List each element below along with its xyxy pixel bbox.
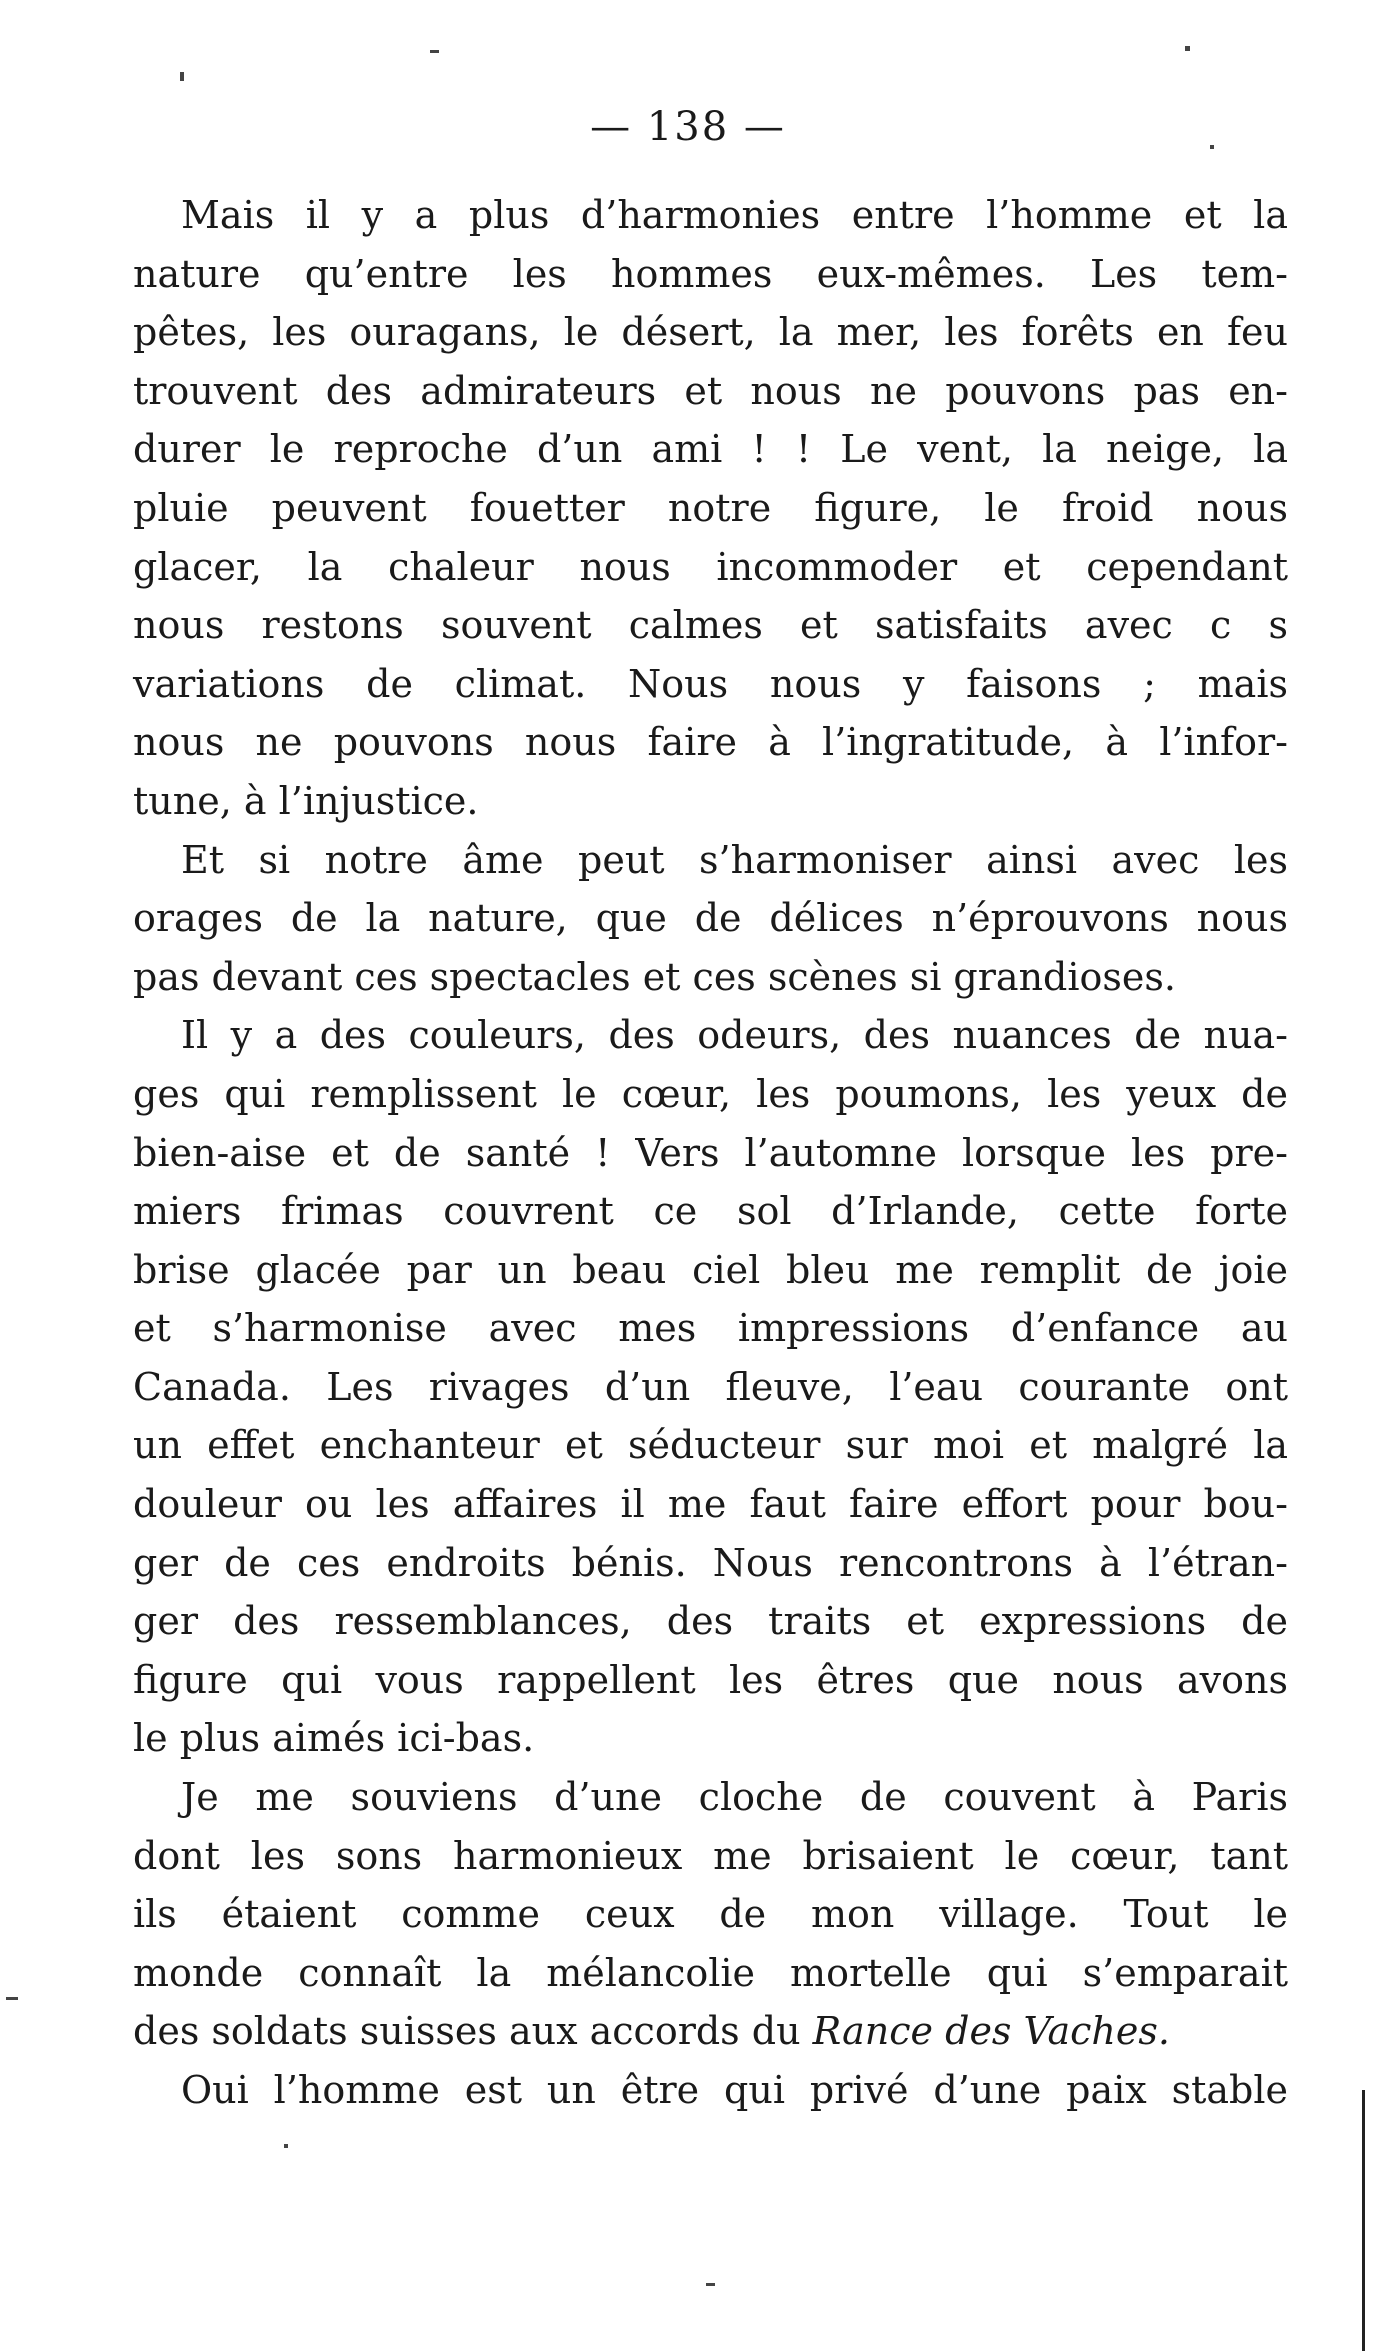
text-line	[133, 948, 1288, 1007]
text-line-content: le plus aimés ici-bas.	[133, 1716, 535, 1761]
text-line-content: glacer, la chaleur nous incommoder et cependant	[133, 544, 1288, 589]
text-line-content: ils étaient comme ceux de mon village. Tout le	[133, 1892, 1288, 1937]
text-line-content: dont les sons harmonieux me brisaient le cœur, tant	[133, 1833, 1288, 1878]
text-line	[133, 303, 1288, 362]
text-line	[133, 1299, 1288, 1358]
text-line	[133, 1416, 1288, 1475]
text-line-content: pas devant ces spectacles et ces scènes si grandioses.	[133, 954, 1176, 999]
scan-speck	[6, 1997, 18, 2000]
page-number: — 138 —	[590, 104, 786, 150]
text-line	[133, 713, 1288, 772]
text-line	[133, 831, 1288, 890]
text-line-content: ges qui remplissent le cœur, les poumons, les yeux de	[133, 1071, 1288, 1116]
text-line-content: Mais il y a plus d’harmonies entre l’homme et la	[181, 193, 1288, 237]
scan-speck	[706, 2283, 715, 2286]
text-line	[133, 1592, 1288, 1651]
text-line	[133, 889, 1288, 948]
text-line	[133, 479, 1288, 538]
text-line-content: nous restons souvent calmes et satisfaits avec c s	[133, 603, 1288, 648]
text-line	[133, 1065, 1288, 1124]
text-line-content: nature qu’entre les hommes eux-mêmes. Les tem-	[133, 251, 1288, 296]
italic-title: Rance des Vaches.	[812, 2009, 1170, 2054]
scan-speck	[284, 2144, 288, 2148]
text-line	[133, 1944, 1288, 2003]
text-line-content: durer le reproche d’un ami ! ! Le vent, la neige, la	[133, 427, 1288, 472]
text-line-content: Et si notre âme peut s’harmoniser ainsi avec les	[181, 837, 1288, 882]
text-line-content: pluie peuvent fouetter notre figure, le froid nous	[133, 485, 1288, 530]
text-line	[133, 420, 1288, 479]
text-line	[133, 1182, 1288, 1241]
text-line	[133, 1534, 1288, 1593]
text-line-content: tune, à l’injustice.	[133, 778, 479, 823]
text-line	[133, 596, 1288, 655]
text-line-content: Je me souviens d’une cloche de couvent à Paris	[181, 1775, 1288, 1820]
text-line	[133, 1651, 1288, 1710]
text-line	[133, 1768, 1288, 1827]
text-line-content: des soldats suisses aux accords du	[133, 2009, 801, 2054]
text-line	[133, 1885, 1288, 1944]
body-text	[133, 186, 1288, 2120]
text-line	[133, 655, 1288, 714]
text-line-content: variations de climat. Nous nous y faisons ; mais	[133, 661, 1288, 706]
text-line-content: ger de ces endroits bénis. Nous rencontrons à l’étran-	[133, 1540, 1288, 1585]
text-line-content: et s’harmonise avec mes impressions d’enfance au	[133, 1306, 1288, 1351]
scan-speck	[1210, 145, 1214, 149]
text-line-content: pêtes, les ouragans, le désert, la mer, les forêts en feu	[133, 310, 1288, 355]
text-line	[133, 1124, 1288, 1183]
text-line-content: un effet enchanteur et séducteur sur moi et malgré la	[133, 1423, 1288, 1468]
text-line	[133, 1006, 1288, 1065]
text-line-content: trouvent des admirateurs et nous ne pouvons pas en-	[133, 368, 1288, 413]
text-line	[133, 2061, 1288, 2120]
text-line	[133, 186, 1288, 245]
text-line-content: brise glacée par un beau ciel bleu me remplit de joie	[133, 1247, 1288, 1292]
text-line	[133, 1241, 1288, 1300]
text-line-content: Il y a des couleurs, des odeurs, des nuances de nua-	[181, 1013, 1288, 1058]
text-line-content: miers frimas couvrent ce sol d’Irlande, cette forte	[133, 1189, 1288, 1234]
text-line-content: monde connaît la mélancolie mortelle qui s’emparait	[133, 1950, 1288, 1995]
text-line	[133, 538, 1288, 597]
text-line-content: nous ne pouvons nous faire à l’ingratitude, à l’infor-	[133, 720, 1288, 765]
text-line	[133, 1709, 1288, 1768]
text-line-content: Oui l’homme est un être qui privé d’une paix stable	[181, 2068, 1288, 2112]
text-line	[133, 772, 1288, 831]
text-line	[133, 1358, 1288, 1417]
text-line	[133, 1827, 1288, 1886]
text-line	[133, 2002, 1288, 2061]
scan-speck	[430, 50, 439, 53]
text-line-content: bien-aise et de santé ! Vers l’automne lorsque les pre-	[133, 1130, 1288, 1175]
text-line	[133, 1475, 1288, 1534]
text-line-content: orages de la nature, que de délices n’éprouvons nous	[133, 896, 1288, 941]
text-line-content: ger des ressemblances, des traits et expressions de	[133, 1599, 1288, 1644]
scan-speck	[1185, 46, 1190, 51]
text-line	[133, 362, 1288, 421]
scan-edge-line	[1362, 2090, 1365, 2351]
text-line	[133, 245, 1288, 304]
scan-speck	[180, 72, 184, 81]
text-line-content: figure qui vous rappellent les êtres que nous avons	[133, 1657, 1288, 1702]
text-line-content: Canada. Les rivages d’un fleuve, l’eau courante ont	[133, 1364, 1288, 1409]
text-line-content: douleur ou les affaires il me faut faire effort pour bou-	[133, 1482, 1288, 1527]
